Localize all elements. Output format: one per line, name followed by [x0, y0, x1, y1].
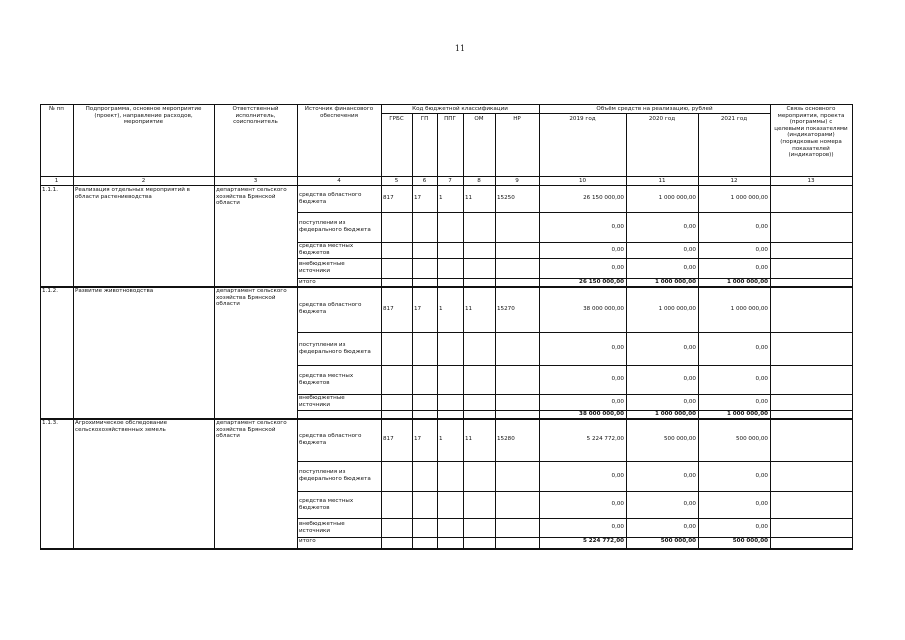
- responsible-executor: департамент сельского хозяйства Брянской области: [216, 420, 287, 440]
- total-2020: 1 000 000,00: [654, 411, 696, 417]
- row-number: 1.1.2.: [42, 288, 59, 294]
- amount-2020: 0,00: [683, 399, 696, 405]
- amount-2019: 5 224 772,00: [586, 436, 624, 442]
- amount-2020: 500 000,00: [663, 436, 696, 442]
- table-rule-h: [297, 258, 853, 259]
- total-2020: 1 000 000,00: [654, 279, 696, 285]
- amount-2021: 0,00: [755, 399, 768, 405]
- amount-2021: 0,00: [755, 376, 768, 382]
- total-2019: 38 000 000,00: [579, 411, 624, 417]
- amount-2021: 1 000 000,00: [730, 306, 768, 312]
- code-om: 11: [465, 306, 473, 312]
- amount-2020: 0,00: [683, 265, 696, 271]
- code-ppg: 1: [439, 306, 443, 312]
- column-number: 9: [515, 178, 519, 184]
- funding-source: средства областного бюджета: [299, 302, 362, 315]
- header-activity-col: Подпрограмма, основное мероприятие (проект), направление расходов, мероприятие: [85, 106, 202, 126]
- table-rule-v: [539, 104, 540, 185]
- amount-2021: 1 000 000,00: [730, 195, 768, 201]
- funding-source: средства местных бюджетов: [299, 243, 354, 256]
- amount-2019: 0,00: [611, 265, 624, 271]
- table-rule-h: [381, 113, 771, 114]
- table-rule-h: [297, 518, 853, 519]
- table-rule-v: [698, 185, 699, 548]
- column-number: 12: [730, 178, 738, 184]
- code-grbs: 817: [383, 306, 394, 312]
- table-rule-v: [463, 113, 464, 185]
- amount-2019: 0,00: [611, 376, 624, 382]
- table-rule-v: [381, 185, 382, 548]
- amount-2021: 0,00: [755, 224, 768, 230]
- table-rule-v: [412, 113, 413, 185]
- column-number: 2: [141, 178, 146, 184]
- header-executor-col: Ответственный исполнитель, соисполнитель: [232, 106, 279, 126]
- amount-2021: 0,00: [755, 345, 768, 351]
- row-number: 1.1.1.: [42, 187, 59, 193]
- code-gp: 17: [414, 306, 422, 312]
- table-rule-v: [463, 185, 464, 548]
- funding-source: внебюджетные источники: [299, 395, 345, 408]
- header-year: 2019 год: [569, 116, 596, 122]
- amount-2019: 0,00: [611, 247, 624, 253]
- table-rule-h: [297, 461, 853, 462]
- amount-2020: 0,00: [683, 224, 696, 230]
- table-rule-v: [214, 185, 215, 548]
- funding-source: внебюджетные источники: [299, 521, 345, 534]
- column-number: 5: [394, 178, 399, 184]
- table-rule-h: [40, 548, 853, 550]
- table-rule-v: [852, 104, 853, 185]
- total-label: итого: [299, 538, 316, 544]
- column-number: 13: [807, 178, 815, 184]
- amount-2021: 0,00: [755, 247, 768, 253]
- code-nr: 15270: [497, 306, 515, 312]
- code-ppg: 1: [439, 436, 443, 442]
- table-rule-v: [40, 185, 41, 548]
- funding-source: поступления из федерального бюджета: [299, 220, 371, 233]
- table-rule-h: [297, 332, 853, 333]
- table-rule-v: [381, 104, 382, 185]
- column-number: 7: [448, 178, 452, 184]
- amount-2019: 0,00: [611, 399, 624, 405]
- table-rule-h: [297, 365, 853, 366]
- table-rule-v: [626, 113, 627, 185]
- amount-2020: 0,00: [683, 473, 696, 479]
- column-number: 3: [253, 178, 258, 184]
- code-gp: 17: [414, 436, 422, 442]
- responsible-executor: департамент сельского хозяйства Брянской области: [216, 288, 287, 308]
- total-2019: 26 150 000,00: [579, 279, 624, 285]
- amount-2020: 0,00: [683, 376, 696, 382]
- code-nr: 15280: [497, 436, 515, 442]
- code-grbs: 817: [383, 195, 394, 201]
- column-number: 1: [54, 178, 59, 184]
- amount-2021: 500 000,00: [735, 436, 768, 442]
- code-gp: 17: [414, 195, 422, 201]
- funding-source: средства местных бюджетов: [299, 498, 354, 511]
- table-rule-v: [412, 185, 413, 548]
- amount-2020: 0,00: [683, 524, 696, 530]
- amount-2019: 26 150 000,00: [583, 195, 624, 201]
- code-ppg: 1: [439, 195, 443, 201]
- code-om: 11: [465, 195, 473, 201]
- column-number: 8: [477, 178, 481, 184]
- table-rule-h: [40, 104, 853, 105]
- funding-source: поступления из федерального бюджета: [299, 342, 371, 355]
- table-rule-h: [297, 491, 853, 492]
- amount-2019: 38 000 000,00: [583, 306, 624, 312]
- amount-2020: 0,00: [683, 345, 696, 351]
- table-rule-h: [297, 394, 853, 395]
- amount-2021: 0,00: [755, 265, 768, 271]
- responsible-executor: департамент сельского хозяйства Брянской области: [216, 187, 287, 207]
- amount-2019: 0,00: [611, 501, 624, 507]
- header-indicators-col: Связь основного мероприятия, проекта (программы) с целевыми показателями (индикаторами) (порядковые номера показателей (индикаторов)): [774, 106, 848, 159]
- row-number: 1.1.3.: [42, 420, 59, 426]
- table-rule-v: [73, 185, 74, 548]
- table-rule-h: [297, 212, 853, 213]
- header-amount-group: Объём средств на реализацию, рублей: [596, 106, 713, 112]
- table-rule-v: [437, 113, 438, 185]
- header-budget-code: ГРБС: [389, 116, 404, 122]
- table-rule-h: [40, 185, 853, 186]
- amount-2019: 0,00: [611, 224, 624, 230]
- activity-name: Развитие животноводства: [75, 288, 154, 294]
- table-rule-v: [214, 104, 215, 185]
- table-rule-v: [770, 185, 771, 548]
- table-rule-v: [73, 104, 74, 185]
- amount-2020: 0,00: [683, 501, 696, 507]
- table-rule-v: [770, 104, 771, 185]
- amount-2020: 1 000 000,00: [658, 306, 696, 312]
- total-label: итого: [299, 279, 316, 285]
- table-rule-v: [495, 185, 496, 548]
- amount-2020: 1 000 000,00: [658, 195, 696, 201]
- header-budget-code-group: Код бюджетной классификации: [412, 106, 508, 112]
- header-year: 2020 год: [648, 116, 676, 122]
- code-nr: 15250: [497, 195, 515, 201]
- total-2021: 1 000 000,00: [726, 279, 768, 285]
- amount-2019: 0,00: [611, 345, 624, 351]
- column-number: 6: [422, 178, 427, 184]
- funding-source: средства областного бюджета: [299, 433, 362, 446]
- table-rule-v: [297, 104, 298, 185]
- table-rule-v: [698, 113, 699, 185]
- funding-source: поступления из федерального бюджета: [299, 469, 371, 482]
- funding-source: средства областного бюджета: [299, 192, 362, 205]
- page-number: 11: [454, 44, 466, 53]
- table-rule-h: [297, 242, 853, 243]
- activity-name: Агрохимическое обследование сельскохозяйственных земель: [75, 420, 168, 433]
- table-rule-v: [626, 185, 627, 548]
- total-2020: 500 000,00: [660, 538, 696, 544]
- table-rule-v: [437, 185, 438, 548]
- header-budget-code: ППГ: [444, 116, 456, 122]
- header-year: 2021 год: [720, 116, 748, 122]
- column-number: 11: [658, 178, 666, 184]
- column-number: 10: [578, 178, 587, 184]
- code-om: 11: [465, 436, 473, 442]
- header-budget-code: ГП: [420, 116, 429, 122]
- funding-source: средства местных бюджетов: [299, 373, 354, 386]
- amount-2021: 0,00: [755, 473, 768, 479]
- header-budget-code: НР: [513, 116, 521, 122]
- code-grbs: 817: [383, 436, 394, 442]
- table-rule-h: [40, 176, 853, 177]
- amount-2020: 0,00: [683, 247, 696, 253]
- table-rule-v: [539, 185, 540, 548]
- header-number-col: № пп: [49, 106, 64, 112]
- activity-name: Реализация отдельных мероприятий в области растениеводства: [75, 187, 190, 200]
- amount-2021: 0,00: [755, 501, 768, 507]
- amount-2019: 0,00: [611, 524, 624, 530]
- header-budget-code: ОМ: [474, 116, 484, 122]
- table-rule-v: [852, 185, 853, 548]
- table-rule-v: [297, 185, 298, 548]
- amount-2021: 0,00: [755, 524, 768, 530]
- amount-2019: 0,00: [611, 473, 624, 479]
- column-number: 4: [337, 178, 341, 184]
- funding-source: внебюджетные источники: [299, 261, 345, 274]
- table-rule-v: [40, 104, 41, 185]
- total-2019: 5 224 772,00: [582, 538, 624, 544]
- header-source-col: Источник финансового обеспечения: [304, 106, 374, 119]
- table-rule-v: [495, 113, 496, 185]
- total-2021: 1 000 000,00: [726, 411, 768, 417]
- total-2021: 500 000,00: [732, 538, 768, 544]
